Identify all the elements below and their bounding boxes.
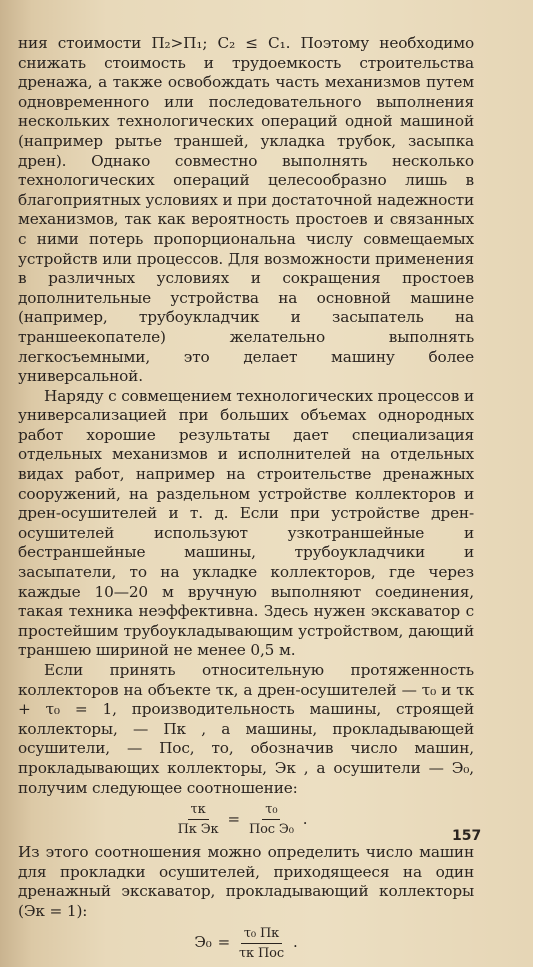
- page-text: [18, 34, 474, 967]
- paragraph-1: ния стоимости П₂>П₁; С₂ ≤ С₁. Поэтому необходимо снижать стоимость и трудоемкость строительства дренажа, а также освобождать часть механизмов путем одновременного или последовательного выполнения нескольких технологических операций одной машиной (например рытье траншей, укладка трубок, засыпка дрен). Однако совместно выполнять несколько технологических операций целесообразно лишь в благоприятных условиях и при достаточной надежности механизмов, так как вероятность простоев и связанных с ними потерь пропорциональна числу совмещаемых устройств или процессов. Для возможности применения в различных условиях и сокращения простоев дополнительные устройства на основной машине (например, трубоукладчик и засыпатель на траншеекопателе) желательно выполнять легкосъемными, это делает машину более универсальной.: [18, 34, 474, 386]
- paragraph-3: Если принять относительную протяженность коллекторов на объекте τк, а дрен-осушителей — τ₀ и τк + τ₀ = 1, производительность машины, строящей коллекторы, — Пк , а машины, прокладывающей осушители, — Пос, то, обозначив число машин, прокладывающих коллекторы, Эк , а осушители — Э₀, получим следующее соотношение:: [18, 661, 474, 797]
- paragraph-4: Из этого соотношения можно определить число машин для прокладки осушителей, приходящееся на один дренажный экскаватор, прокладывающий коллекторы (Эк = 1):: [18, 843, 474, 920]
- formula-ratio-right-numerator: τ₀: [262, 802, 280, 820]
- formula-ratio-left-numerator: τк: [188, 802, 209, 820]
- page-number: 157: [452, 828, 482, 844]
- formula-ratio: [8, 802, 474, 837]
- formula-ratio-right-denominator: Пос Э₀: [248, 822, 294, 838]
- formula-count-denominator: τк Пос: [239, 945, 284, 961]
- formula-ratio-left-denominator: Пк Эк: [177, 822, 219, 838]
- formula-count-lhs: Э₀: [194, 933, 212, 952]
- formula-count: [18, 926, 474, 961]
- formula-count-numerator: τ₀ Пк: [241, 926, 282, 944]
- formula-count-period: .: [293, 933, 298, 952]
- formula-ratio-period: .: [302, 809, 308, 828]
- formula-ratio-left: [175, 802, 222, 837]
- paragraph-2: Наряду с совмещением технологических процессов и универсализацией при больших объемах однородных работ хорошие результаты дает специализация отдельных механизмов и исполнителей на отдельных видах работ, например на строительстве дренажных сооружений, на раздельном устройстве коллекторов и дрен-осушителей и т. д. Если при устройстве дрен-осушителей используют узкотраншейные и бестраншейные машины, трубоукладчики и засыпатели, то на укладке коллекторов, где через каждые 10—20 м вручную выполняют соединения, такая техника неэффективна. Здесь нужен экскаватор с простейшим трубоукладывающим устройством, дающий траншею шириной не менее 0,5 м.: [18, 386, 474, 660]
- formula-count-equals: =: [217, 933, 230, 952]
- formula-ratio-equals: =: [227, 809, 240, 828]
- formula-count-fraction: [236, 926, 287, 961]
- formula-ratio-right: [246, 802, 297, 837]
